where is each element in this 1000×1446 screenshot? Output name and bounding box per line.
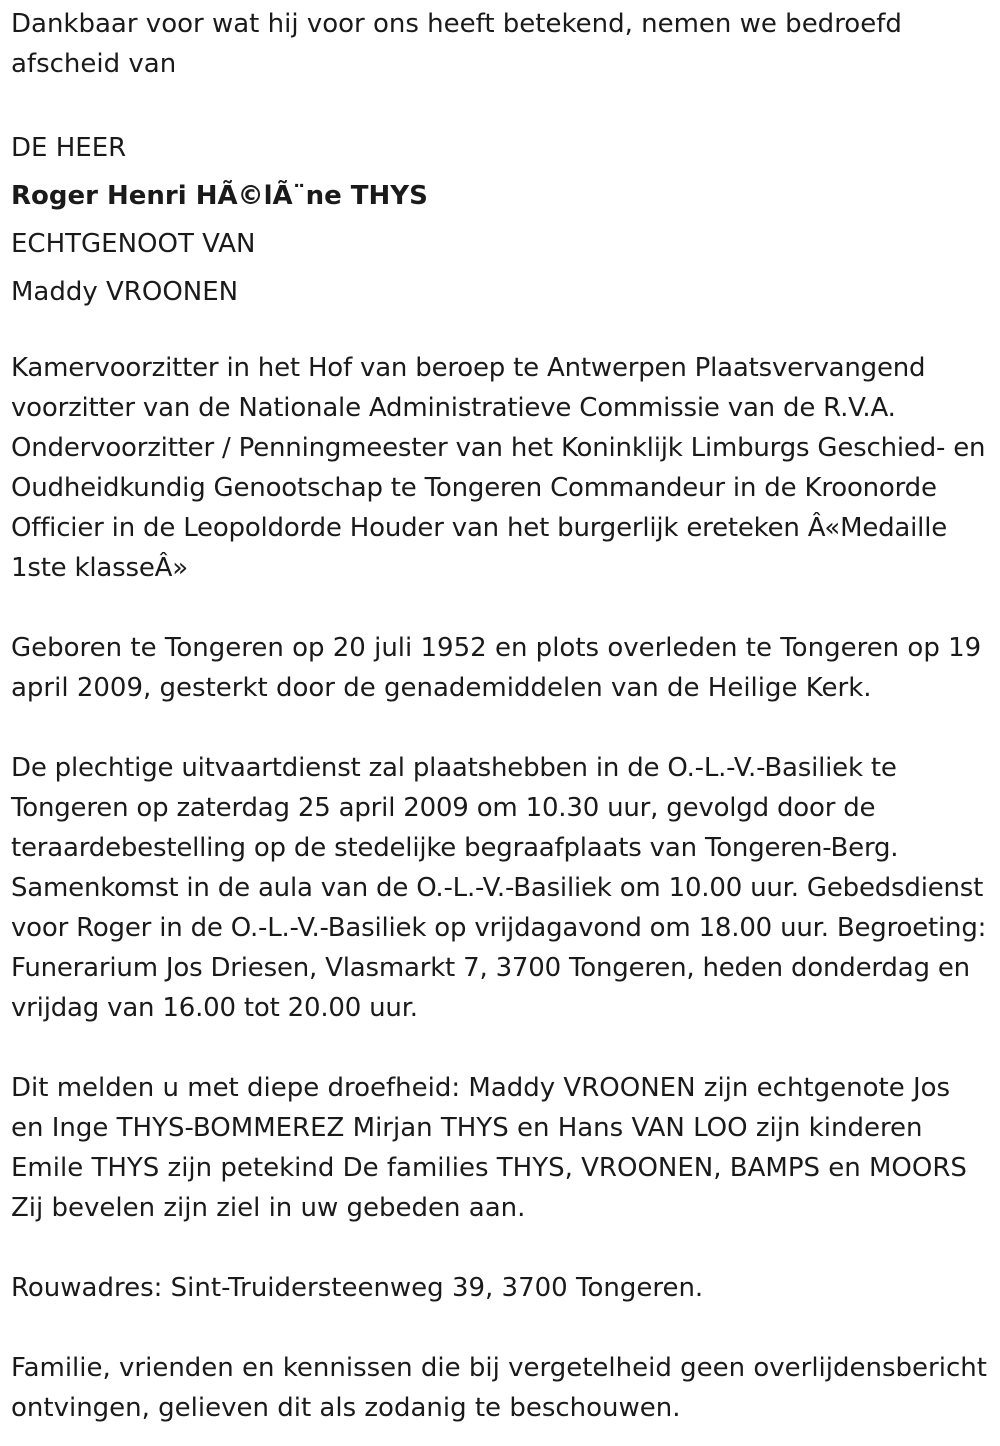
closing-text: Familie, vrienden en kennissen die bij vergetelheid geen overlijdensbericht ontvingen, gelieven dit als zodanig te beschouwen.	[11, 1353, 987, 1423]
spacer	[11, 1308, 990, 1348]
titles-text: Kamervoorzitter in het Hof van beroep te Antwerpen Plaatsvervangend voorzitter van de Nationale Administratieve Commissie van de R.V.A. Ondervoorzitter / Penningmeester van het Koninklijk Limburgs Geschied- en Oudheidkundig Genootschap te Tongeren Commandeur in de Kroonorde Officier in de Leopoldorde Houder van het burgerlijk ereteken Â«Medaille 1ste klasseÂ»	[11, 353, 986, 583]
spacer	[11, 1028, 990, 1068]
spacer	[11, 1228, 990, 1268]
spacer	[11, 588, 990, 628]
spouse-name: Maddy VROONEN	[11, 277, 239, 307]
honorific: DE HEER	[11, 133, 127, 163]
spacer	[11, 708, 990, 748]
intro-text: Dankbaar voor wat hij voor ons heeft betekend, nemen we bedroefd afscheid van	[11, 9, 902, 79]
address-text: Rouwadres: Sint-Truidersteenweg 39, 3700 Tongeren.	[11, 1273, 704, 1303]
spacer	[11, 84, 990, 124]
spacer	[11, 316, 990, 348]
deceased-name: Roger Henri HÃ©lÃ¨ne THYS	[11, 181, 428, 211]
birth-death-text: Geboren te Tongeren op 20 juli 1952 en plots overleden te Tongeren op 19 april 2009, gesterkt door de genademiddelen van de Heilige Kerk.	[11, 633, 982, 703]
ceremony-text: De plechtige uitvaartdienst zal plaatshebben in de O.-L.-V.-Basiliek te Tongeren op zaterdag 25 april 2009 om 10.30 uur, gevolgd door de teraardebestelling op de stedelijke begraafplaats van Tongeren-Berg. Samenkomst in de aula van de O.-L.-V.-Basiliek om 10.00 uur. Gebedsdienst voor Roger in de O.-L.-V.-Basiliek op vrijdagavond om 18.00 uur. Begroeting: Funerarium Jos Driesen, Vlasmarkt 7, 3700 Tongeren, heden donderdag en vrijdag van 16.00 tot 20.00 uur.	[11, 753, 987, 1023]
family-text: Dit melden u met diepe droefheid: Maddy VROONEN zijn echtgenote Jos en Inge THYS-BOMMEREZ Mirjan THYS en Hans VAN LOO zijn kinderen Emile THYS zijn petekind De families THYS, VROONEN, BAMPS en MOORS Zij bevelen zijn ziel in uw gebeden aan.	[11, 1073, 967, 1223]
spouse-label: ECHTGENOOT VAN	[11, 229, 256, 259]
